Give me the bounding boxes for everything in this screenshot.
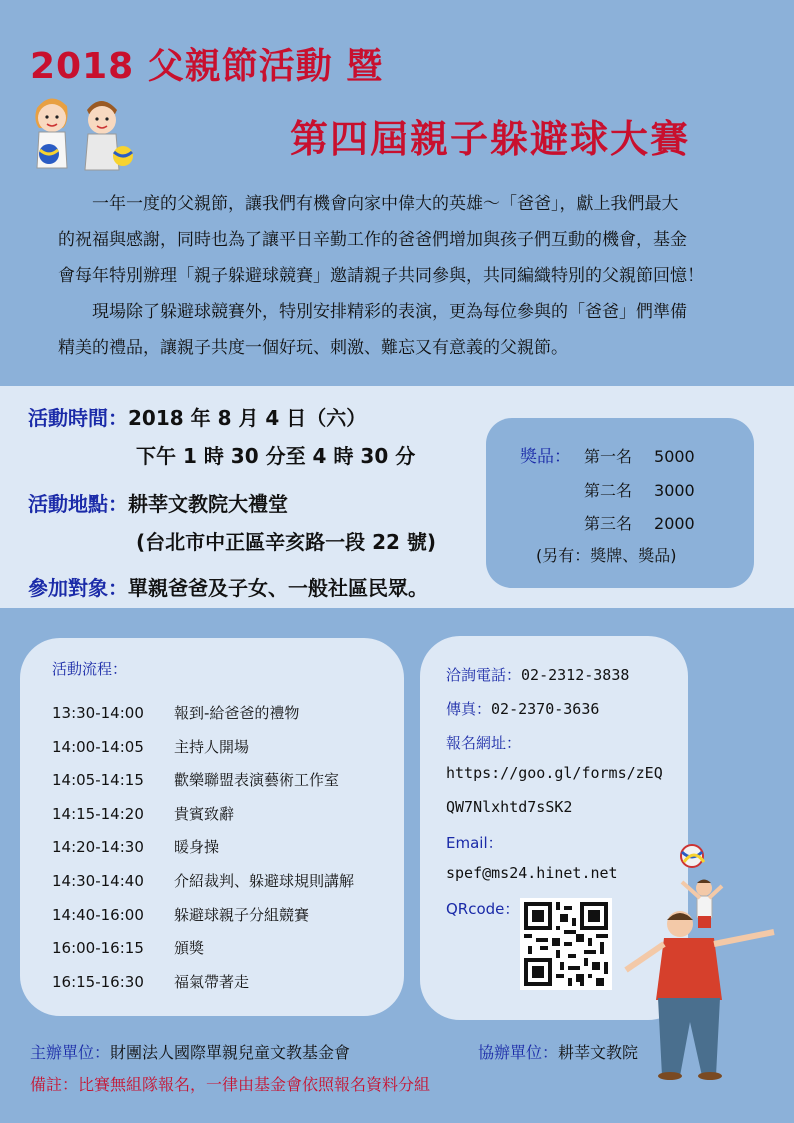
url-label: 報名網址： [446, 734, 522, 752]
intro-paragraph-1 [58, 186, 758, 366]
intro-line: 一年一度的父親節，讓我們有機會向家中偉大的英雄～「爸爸」，獻上我們最大 [92, 194, 679, 214]
schedule-item: 報到-給爸爸的禮物 [174, 704, 300, 722]
schedule-time: 16:00-16:15 [52, 939, 144, 958]
organizer-label: 主辦單位： [30, 1043, 111, 1062]
schedule-row [52, 904, 309, 925]
contact-fax [446, 698, 599, 719]
note-value: 比賽無組隊報名，一律由基金會依照報名資料分組 [78, 1075, 431, 1094]
schedule-time: 16:15-16:30 [52, 972, 144, 991]
place-address: (台北市中正區辛亥路一段 22 號) [136, 530, 437, 554]
event-target [28, 572, 428, 601]
prize-amount: 2000 [654, 514, 695, 533]
schedule-title: 活動流程： [52, 660, 128, 678]
phone-label: 洽詢電話： [446, 666, 522, 684]
organizer [30, 1040, 350, 1063]
schedule-time: 14:20-14:30 [52, 838, 144, 857]
prize-amount: 5000 [654, 447, 695, 466]
intro-line: 會每年特別辦理「親子躲避球競賽」邀請親子共同參與，共同編織特別的父親節回憶！ [58, 266, 704, 286]
target-label: 參加對象： [28, 576, 128, 600]
prize-row [584, 511, 695, 534]
url-line-2[interactable]: QW7Nlxhtd7sSK2 [446, 798, 573, 816]
coorganizer-value: 耕莘文教院 [558, 1043, 639, 1062]
schedule-item: 躲避球親子分組競賽 [174, 905, 310, 924]
schedule-row [52, 971, 249, 992]
schedule-item: 暖身操 [174, 838, 220, 857]
schedule-item: 貴賓致辭 [174, 804, 235, 823]
note-label: 備註： [30, 1075, 79, 1094]
place-value: 耕莘文教院大禮堂 [128, 492, 288, 516]
time-value-2: 下午 1 時 30 分至 4 時 30 分 [136, 444, 416, 468]
schedule-time: 13:30-14:00 [52, 704, 144, 722]
schedule-item: 歡樂聯盟表演藝術工作室 [174, 771, 340, 790]
schedule-box [20, 638, 404, 1016]
time-value: 2018 年 8 月 4 日（六） [128, 406, 367, 430]
schedule-time: 14:00-14:05 [52, 737, 144, 756]
email-value[interactable]: spef@ms24.hinet.net [446, 864, 618, 882]
schedule-time: 14:05-14:15 [52, 771, 144, 790]
schedule-item: 主持人開場 [174, 737, 250, 756]
schedule-item: 介紹裁判、躲避球規則講解 [174, 872, 355, 890]
prize-row [584, 478, 695, 501]
intro-line: 的祝福與感謝，同時也為了讓平日辛勤工作的爸爸們增加與孩子們互動的機會，基金 [58, 230, 687, 250]
schedule-item: 頒獎 [174, 939, 205, 958]
schedule-row [52, 870, 354, 891]
place-label: 活動地點： [28, 492, 128, 516]
schedule-row [52, 803, 234, 824]
schedule-time: 14:40-16:00 [52, 905, 144, 924]
qrcode-image[interactable] [520, 898, 612, 990]
schedule-row [52, 937, 204, 958]
coorganizer [478, 1040, 638, 1063]
schedule-time: 14:30-14:40 [52, 872, 144, 890]
organizer-value: 財團法人國際單親兒童文教基金會 [110, 1043, 351, 1062]
title-line-2: 第四屆親子躲避球大賽 [290, 117, 691, 161]
event-time [28, 402, 366, 431]
father-child-illustration [618, 840, 788, 1080]
prize-row [584, 444, 695, 467]
coorganizer-label: 協辦單位： [478, 1043, 559, 1062]
prize-rank: 第二名 [584, 481, 633, 500]
intro-line: 現場除了躲避球競賽外，特別安排精彩的表演，更為每位參與的「爸爸」們準備 [92, 302, 687, 322]
phone-value: 02-2312-3838 [521, 666, 630, 684]
note [30, 1072, 430, 1095]
contact-phone [446, 664, 629, 685]
schedule-time: 14:15-14:20 [52, 804, 144, 823]
event-place [28, 488, 288, 517]
qrcode-label: QRcode： [446, 900, 520, 918]
title-line-1: 2018 父親節活動 暨 [30, 46, 384, 87]
target-value: 單親爸爸及子女、一般社區民眾。 [128, 576, 428, 600]
schedule-row [52, 836, 219, 857]
schedule-row [52, 736, 249, 757]
prize-row [520, 442, 571, 467]
kids-with-ball-illustration [25, 88, 145, 183]
prize-label: 獎品： [520, 447, 571, 467]
prize-rank: 第一名 [584, 447, 633, 466]
prize-rank: 第三名 [584, 514, 633, 533]
time-label: 活動時間： [28, 406, 128, 430]
prize-amount: 3000 [654, 481, 695, 500]
schedule-row [52, 702, 299, 723]
fax-label: 傳真： [446, 700, 492, 718]
url-line-1[interactable]: https://goo.gl/forms/zEQ [446, 764, 663, 782]
fax-value: 02-2370-3636 [491, 700, 600, 718]
intro-line: 精美的禮品，讓親子共度一個好玩、刺激、難忘又有意義的父親節。 [58, 338, 568, 358]
email-label: Email： [446, 834, 503, 852]
prize-extra: (另有：獎牌、獎品) [536, 546, 677, 565]
schedule-row [52, 769, 339, 790]
schedule-item: 福氣帶著走 [174, 972, 250, 991]
